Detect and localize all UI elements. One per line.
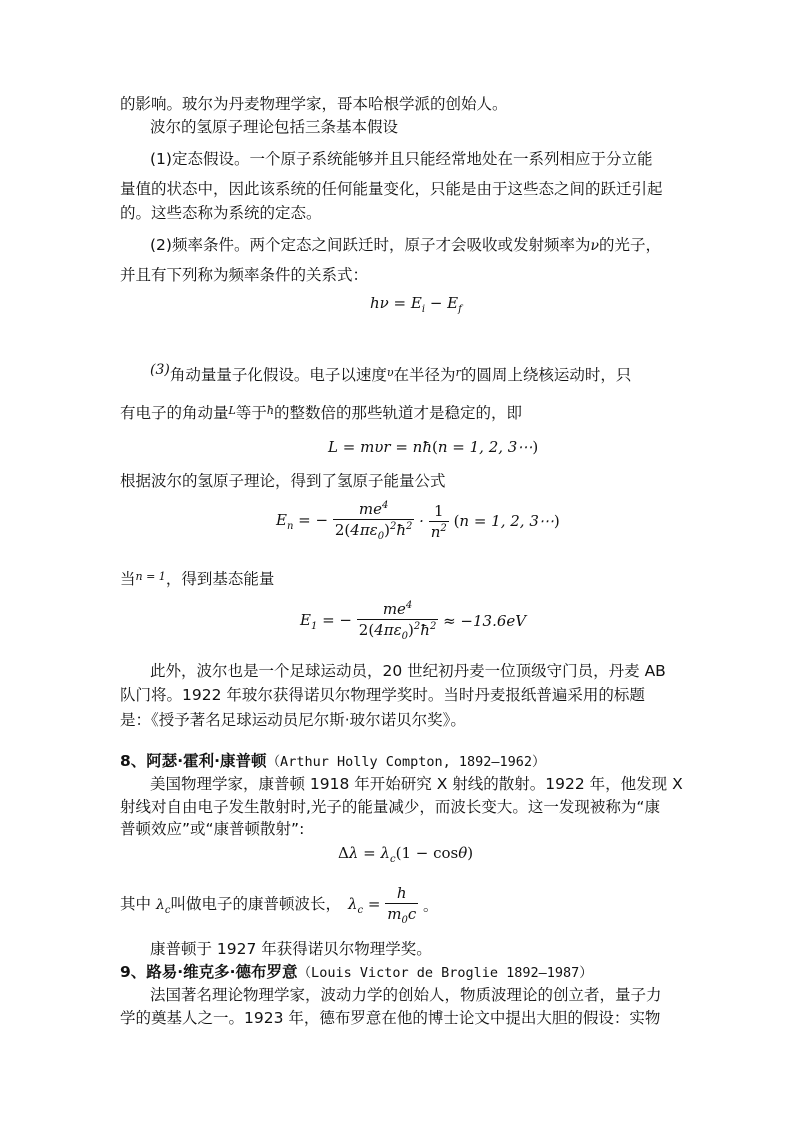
eq-part: ≈ −13.6eV [443,612,527,630]
equation-frequency-condition [370,294,462,315]
text-line: 根据波尔的氢原子理论，得到了氢原子能量公式 [120,472,446,490]
fraction [385,884,418,926]
text-line: 并且有下列称为频率条件的关系式： [120,266,369,284]
math-symbol: ν [590,238,599,254]
math-symbol: $\lambda_c$ [155,897,171,916]
math-symbol: n = 1 [135,570,166,583]
math-symbol: r [455,366,461,379]
fraction [357,600,439,642]
text-fragment: (3) [150,362,170,378]
eq-part: $\Delta\lambda = \lambda_c(1 - \cos\theta)$ [338,844,474,865]
text-line [120,566,274,590]
text-fragment: 的光子， [598,236,661,254]
fraction-numerator: $me^4$ [357,600,439,620]
equation-energy-levels [276,500,560,542]
text-line: 队门将。1922 年玻尔获得诺贝尔物理学奖时。当时丹麦报纸普遍采用的标题 [120,686,645,704]
eq-part: $\lambda_c$ = [348,894,381,916]
text-fragment: 角动量量子化假设。电子以速度 [169,366,387,384]
text-fragment: 的整数倍的那些轨道才是稳定的，即 [273,404,522,422]
text-line: 美国物理学家，康普顿 1918 年开始研究 X 射线的散射。1922 年，他发现 X [150,775,683,793]
text-line: 射线对自由电子发生散射时,光子的能量减少，而波长变大。这一发现被称为“康 [120,798,660,816]
fraction-denominator: $n^2$ [430,522,447,541]
text-line [150,234,661,257]
fraction-denominator: $2(4\pi\varepsilon_0)^2ħ^2$ [334,521,413,542]
section-heading-de-broglie [120,961,593,984]
text-fragment: 在半径为 [393,366,456,384]
text-line: 普顿效应”或“康普顿散射”: [120,820,305,838]
heading-cn: 9、路易·维克多·德布罗意 [120,963,298,981]
fraction-denominator: $m_0c$ [387,905,417,926]
fraction [333,500,415,542]
eq-part: 。 [423,896,439,915]
text-line [120,893,341,922]
text-line [150,359,631,386]
section-heading-compton [120,750,546,773]
text-fragment: ，得到基态能量 [165,570,275,588]
text-line: 法国著名理论物理学家，波动力学的创始人，物质波理论的创立者，量子力 [150,986,662,1004]
eq-part: $h\nu = E_i - E_f$ [370,294,462,315]
equation-ground-state-energy [300,600,526,642]
math-symbol: L [228,404,236,417]
text-fragment: 等于 [235,404,267,422]
eq-part: · [419,512,424,530]
text-fragment: 当 [120,570,136,588]
text-line: 康普顿于 1927 年获得诺贝尔物理学奖。 [150,940,432,958]
text-line: 此外，波尔也是一个足球运动员，20 世纪初丹麦一位顶级守门员，丹麦 AB [150,662,666,680]
math-symbol: ħ [266,404,274,417]
equation-compton-wavelength [348,884,438,926]
fraction-numerator: h [385,884,418,904]
text-fragment: 的圆周上绕核运动时，只 [460,366,632,384]
text-line: 波尔的氢原子理论包括三条基本假设 [150,118,399,136]
heading-en: （Louis Victor de Broglie 1892—1987） [297,965,593,981]
eq-part: $E_n$ = − [276,510,329,532]
text-fragment: 叫做电子的康普顿波长， [170,895,341,913]
text-line: 量值的状态中，因此该系统的任何能量变化，只能是由于这些态之间的跃迁引起 [120,180,663,198]
heading-en: （Arthur Holly Compton, 1892—1962） [266,754,546,770]
fraction-numerator: $me^4$ [333,500,415,520]
text-line [120,400,522,424]
eq-part: (n = 1, 2, 3⋯) [453,512,560,530]
text-line: 是：《授予著名足球运动员尼尔斯·玻尔诺贝尔奖》。 [120,711,466,729]
text-line: 的。这些态称为系统的定态。 [120,204,322,222]
fraction [429,502,449,541]
text-fragment: (2)频率条件。两个定态之间跃迁时，原子才会吸收或发射频率为 [150,236,591,254]
fraction-denominator: $2(4\pi\varepsilon_0)^2ħ^2$ [358,621,437,642]
text-line: 学的奠基人之一。1923 年，德布罗意在他的博士论文中提出大胆的假设：实物 [120,1009,661,1027]
fraction-numerator: 1 [429,502,449,522]
text-fragment: 有电子的角动量 [120,404,229,422]
math-symbol: υ [386,366,394,379]
eq-part: L = mυr = nħ(n = 1, 2, 3⋯) [328,438,539,456]
heading-cn: 8、阿瑟·霍利·康普顿 [120,752,267,770]
equation-compton-shift [338,844,473,865]
text-fragment: 其中 [120,895,152,913]
text-line: (1)定态假设。一个原子系统能够并且只能经常地处在一系列相应于分立能 [150,150,653,168]
equation-angular-momentum [328,438,538,456]
eq-part: $E_1$ = − [300,610,353,632]
text-line: 的影响。玻尔为丹麦物理学家，哥本哈根学派的创始人。 [120,95,508,113]
